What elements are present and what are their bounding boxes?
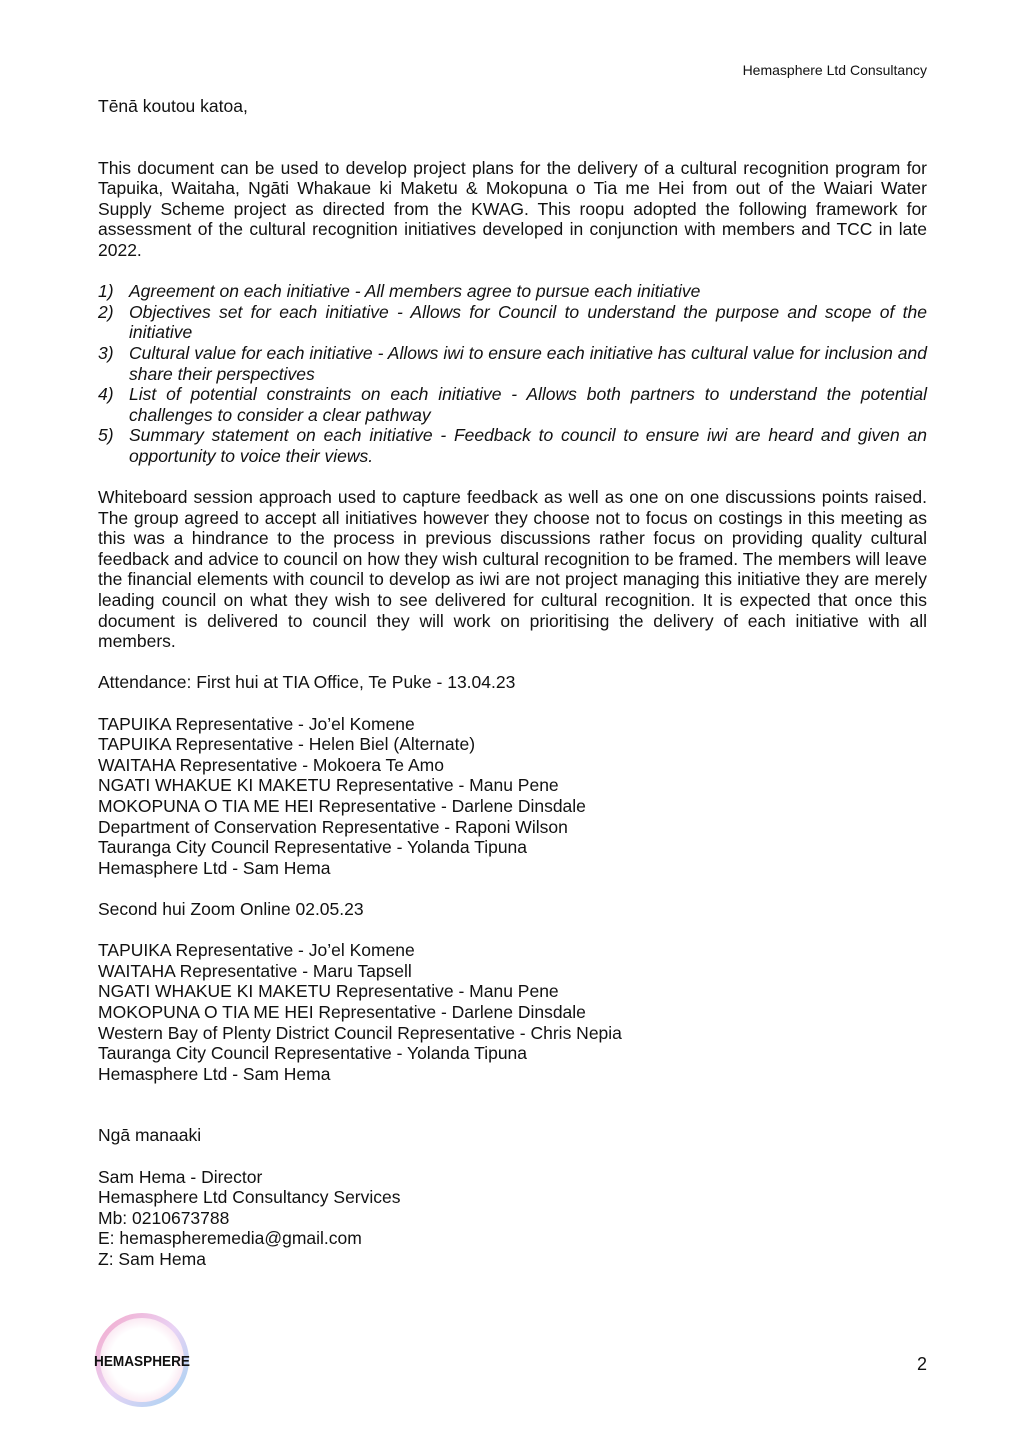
page-number: 2 bbox=[916, 1354, 927, 1374]
attendee: Tauranga City Council Representative - Yolanda Tipuna bbox=[98, 837, 528, 858]
framework-item: 3) Cultural value for each initiative - Allows iwi to ensure each initiative has cultural value for inclusion and share their perspectives bbox=[98, 342, 927, 384]
signature-zoom: Z: Sam Hema bbox=[98, 1248, 206, 1269]
signature-name: Sam Hema - Director bbox=[98, 1166, 263, 1187]
framework-item: 1) Agreement on each initiative - All members agree to pursue each initiative bbox=[98, 281, 701, 302]
attendee: TAPUIKA Representative - Helen Biel (Alternate) bbox=[98, 734, 476, 755]
signature-block bbox=[98, 1167, 927, 1270]
attendee: Hemasphere Ltd - Sam Hema bbox=[98, 1063, 331, 1084]
signature-company: Hemasphere Ltd Consultancy Services bbox=[98, 1187, 401, 1208]
attendee: WAITAHA Representative - Mokoera Te Amo bbox=[98, 754, 444, 775]
attendee: NGATI WHAKUE KI MAKETU Representative - Manu Pene bbox=[98, 775, 559, 796]
whiteboard-paragraph: Whiteboard session approach used to capture feedback as well as one on one discussions points raised. The group agreed to accept all initiatives however they choose not to focus on costings in this meeting as this was a hindrance to the process in previous discussions rather focus on providing quality cultural feedback and advice to council on how they wish cultural recognition to be framed. The members will leave the financial elements with council to develop as iwi are not project managing this initiative they are merely leading council on what they wish to see delivered for cultural recognition. It is expected that once this document is delivered to council they will work on prioritising the delivery of each initiative with all members. bbox=[98, 487, 927, 652]
attendee: NGATI WHAKUE KI MAKETU Representative - Manu Pene bbox=[98, 981, 559, 1002]
attendee: TAPUIKA Representative - Jo’el Komene bbox=[98, 940, 415, 961]
framework-item: 2) Objectives set for each initiative - Allows for Council to understand the purpose and scope of the initiative bbox=[98, 301, 927, 343]
attendee: Department of Conservation Representative - Raponi Wilson bbox=[98, 816, 568, 837]
framework-list bbox=[98, 281, 927, 466]
second-hui-title: Second hui Zoom Online 02.05.23 bbox=[98, 898, 364, 919]
framework-item: 4) List of potential constraints on each initiative - Allows both partners to understand the potential challenges to consider a clear pathway bbox=[98, 384, 927, 425]
signature-phone: Mb: 0210673788 bbox=[98, 1207, 230, 1228]
page-header: Hemasphere Ltd Consultancy bbox=[742, 62, 927, 78]
framework-item: 5) Summary statement on each initiative - Feedback to council to ensure iwi are heard and given an opportunity to voice their views. bbox=[98, 425, 927, 466]
attendee: WAITAHA Representative - Maru Tapsell bbox=[98, 960, 412, 981]
attendee: MOKOPUNA O TIA ME HEI Representative - Darlene Dinsdale bbox=[98, 796, 586, 816]
attendee: Tauranga City Council Representative - Yolanda Tipuna bbox=[98, 1043, 528, 1064]
first-hui-attendees bbox=[98, 714, 927, 879]
signature-email: E: hemaspheremedia@gmail.com bbox=[98, 1228, 362, 1249]
intro-paragraph: This document can be used to develop project plans for the delivery of a cultural recognition program for Tapuika, Waitaha, Ngāti Whakaue ki Maketu & Mokopuna o Tia me Hei from out of the Waiari Water Supply Scheme project as directed from the KWAG. This roopu adopted the following framework for assessment of the cultural recognition initiatives developed in conjunction with members and TCC in late 2022. bbox=[98, 157, 927, 260]
attendee: Western Bay of Plenty District Council Representative - Chris Nepia bbox=[98, 1022, 622, 1043]
document-body bbox=[98, 96, 927, 1269]
first-hui-title: Attendance: First hui at TIA Office, Te Puke - 13.04.23 bbox=[98, 672, 516, 693]
attendee: Hemasphere Ltd - Sam Hema bbox=[98, 857, 331, 878]
attendee: TAPUIKA Representative - Jo’el Komene bbox=[98, 713, 415, 734]
closing: Ngā manaaki bbox=[98, 1125, 202, 1146]
second-hui-attendees bbox=[98, 940, 927, 1084]
attendee: MOKOPUNA O TIA ME HEI Representative - Darlene Dinsdale bbox=[98, 1001, 586, 1022]
greeting: Tēnā koutou katoa, bbox=[98, 96, 248, 116]
logo-wordmark: HEMASPHERE bbox=[94, 1353, 190, 1370]
hemasphere-logo bbox=[92, 1310, 192, 1410]
